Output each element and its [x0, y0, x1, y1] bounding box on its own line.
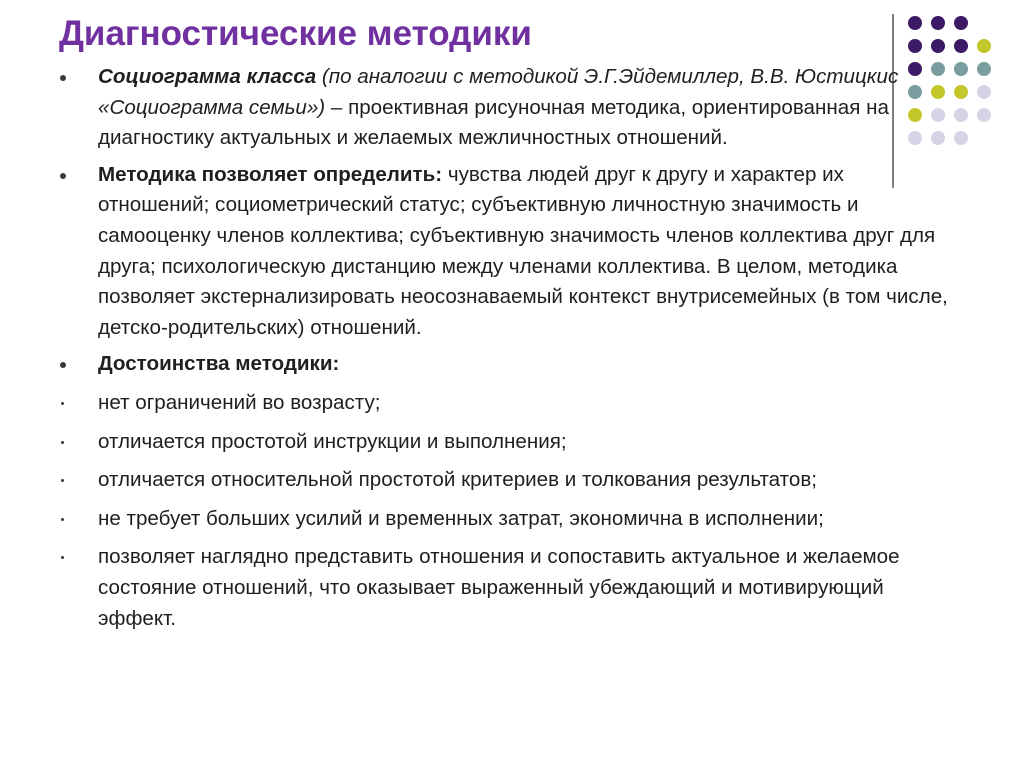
sociogram-lead: Социограмма класса	[98, 65, 317, 88]
decorative-dot	[977, 39, 991, 53]
advantage-item	[60, 388, 960, 419]
sociogram-reference: (по аналогии с методикой Э.Г.Эйдемиллер, В.В. Юстицкис «Социограмма семьи»)	[98, 65, 899, 119]
sub-bullet-marker	[61, 479, 64, 482]
bullet-item-determines	[60, 160, 960, 344]
decorative-dot	[977, 85, 991, 99]
advantage-item	[60, 427, 960, 458]
decorative-dot	[977, 62, 991, 76]
decorative-dot	[954, 16, 968, 30]
advantage-text: не требует больших усилий и временных затрат, экономична в исполнении;	[98, 506, 824, 530]
decorative-dot	[977, 108, 991, 122]
advantage-text: отличается относительной простотой критериев и толкования результатов;	[98, 468, 817, 492]
advantage-item	[60, 504, 960, 535]
sub-bullet-marker	[61, 518, 64, 521]
sub-bullet-marker	[61, 402, 64, 405]
sub-bullet-marker	[61, 441, 64, 444]
advantages-heading: Достоинства методики:	[98, 352, 340, 376]
bullet-marker	[60, 362, 66, 368]
advantage-item	[60, 542, 960, 634]
decorative-dot	[908, 16, 922, 30]
determines-text: чувства людей друг к другу и характер их отношений; социометрический статус; субъективную личностную значимость и самооценку членов коллектива; субъективную значимость членов коллектива друг для друга; психологическую дистанцию между членами коллектива. В целом, методика позволяет экстернализировать неосознаваемый контекст внутрисемейных (в том числе, детско-родительских) отношений.	[98, 162, 948, 339]
bullet-marker	[60, 75, 66, 81]
advantage-text: отличается простотой инструкции и выполнения;	[98, 429, 567, 453]
sub-bullet-marker	[61, 556, 64, 559]
decorative-dot	[954, 39, 968, 53]
determines-lead: Методика позволяет определить:	[98, 162, 443, 186]
advantage-text: позволяет наглядно представить отношения и сопоставить актуальное и желаемое состояние отношений, что оказывает выраженный убеждающий и мотивирующий эффект.	[98, 545, 900, 630]
sociogram-description: – проективная рисуночная методика, ориентированная на диагностику актуальных и желаемых межличностных отношений.	[98, 95, 889, 150]
slide-title: Диагностические методики	[59, 14, 532, 53]
decorative-dot	[931, 39, 945, 53]
bullet-item-sociogram	[60, 62, 960, 154]
decorative-dot	[908, 39, 922, 53]
bullet-marker	[60, 173, 66, 179]
decorative-dot	[931, 16, 945, 30]
advantage-item	[60, 465, 960, 496]
bullet-item-advantages-heading	[60, 349, 960, 380]
advantage-text: нет ограничений во возрасту;	[98, 390, 381, 414]
slide-body	[60, 62, 960, 634]
